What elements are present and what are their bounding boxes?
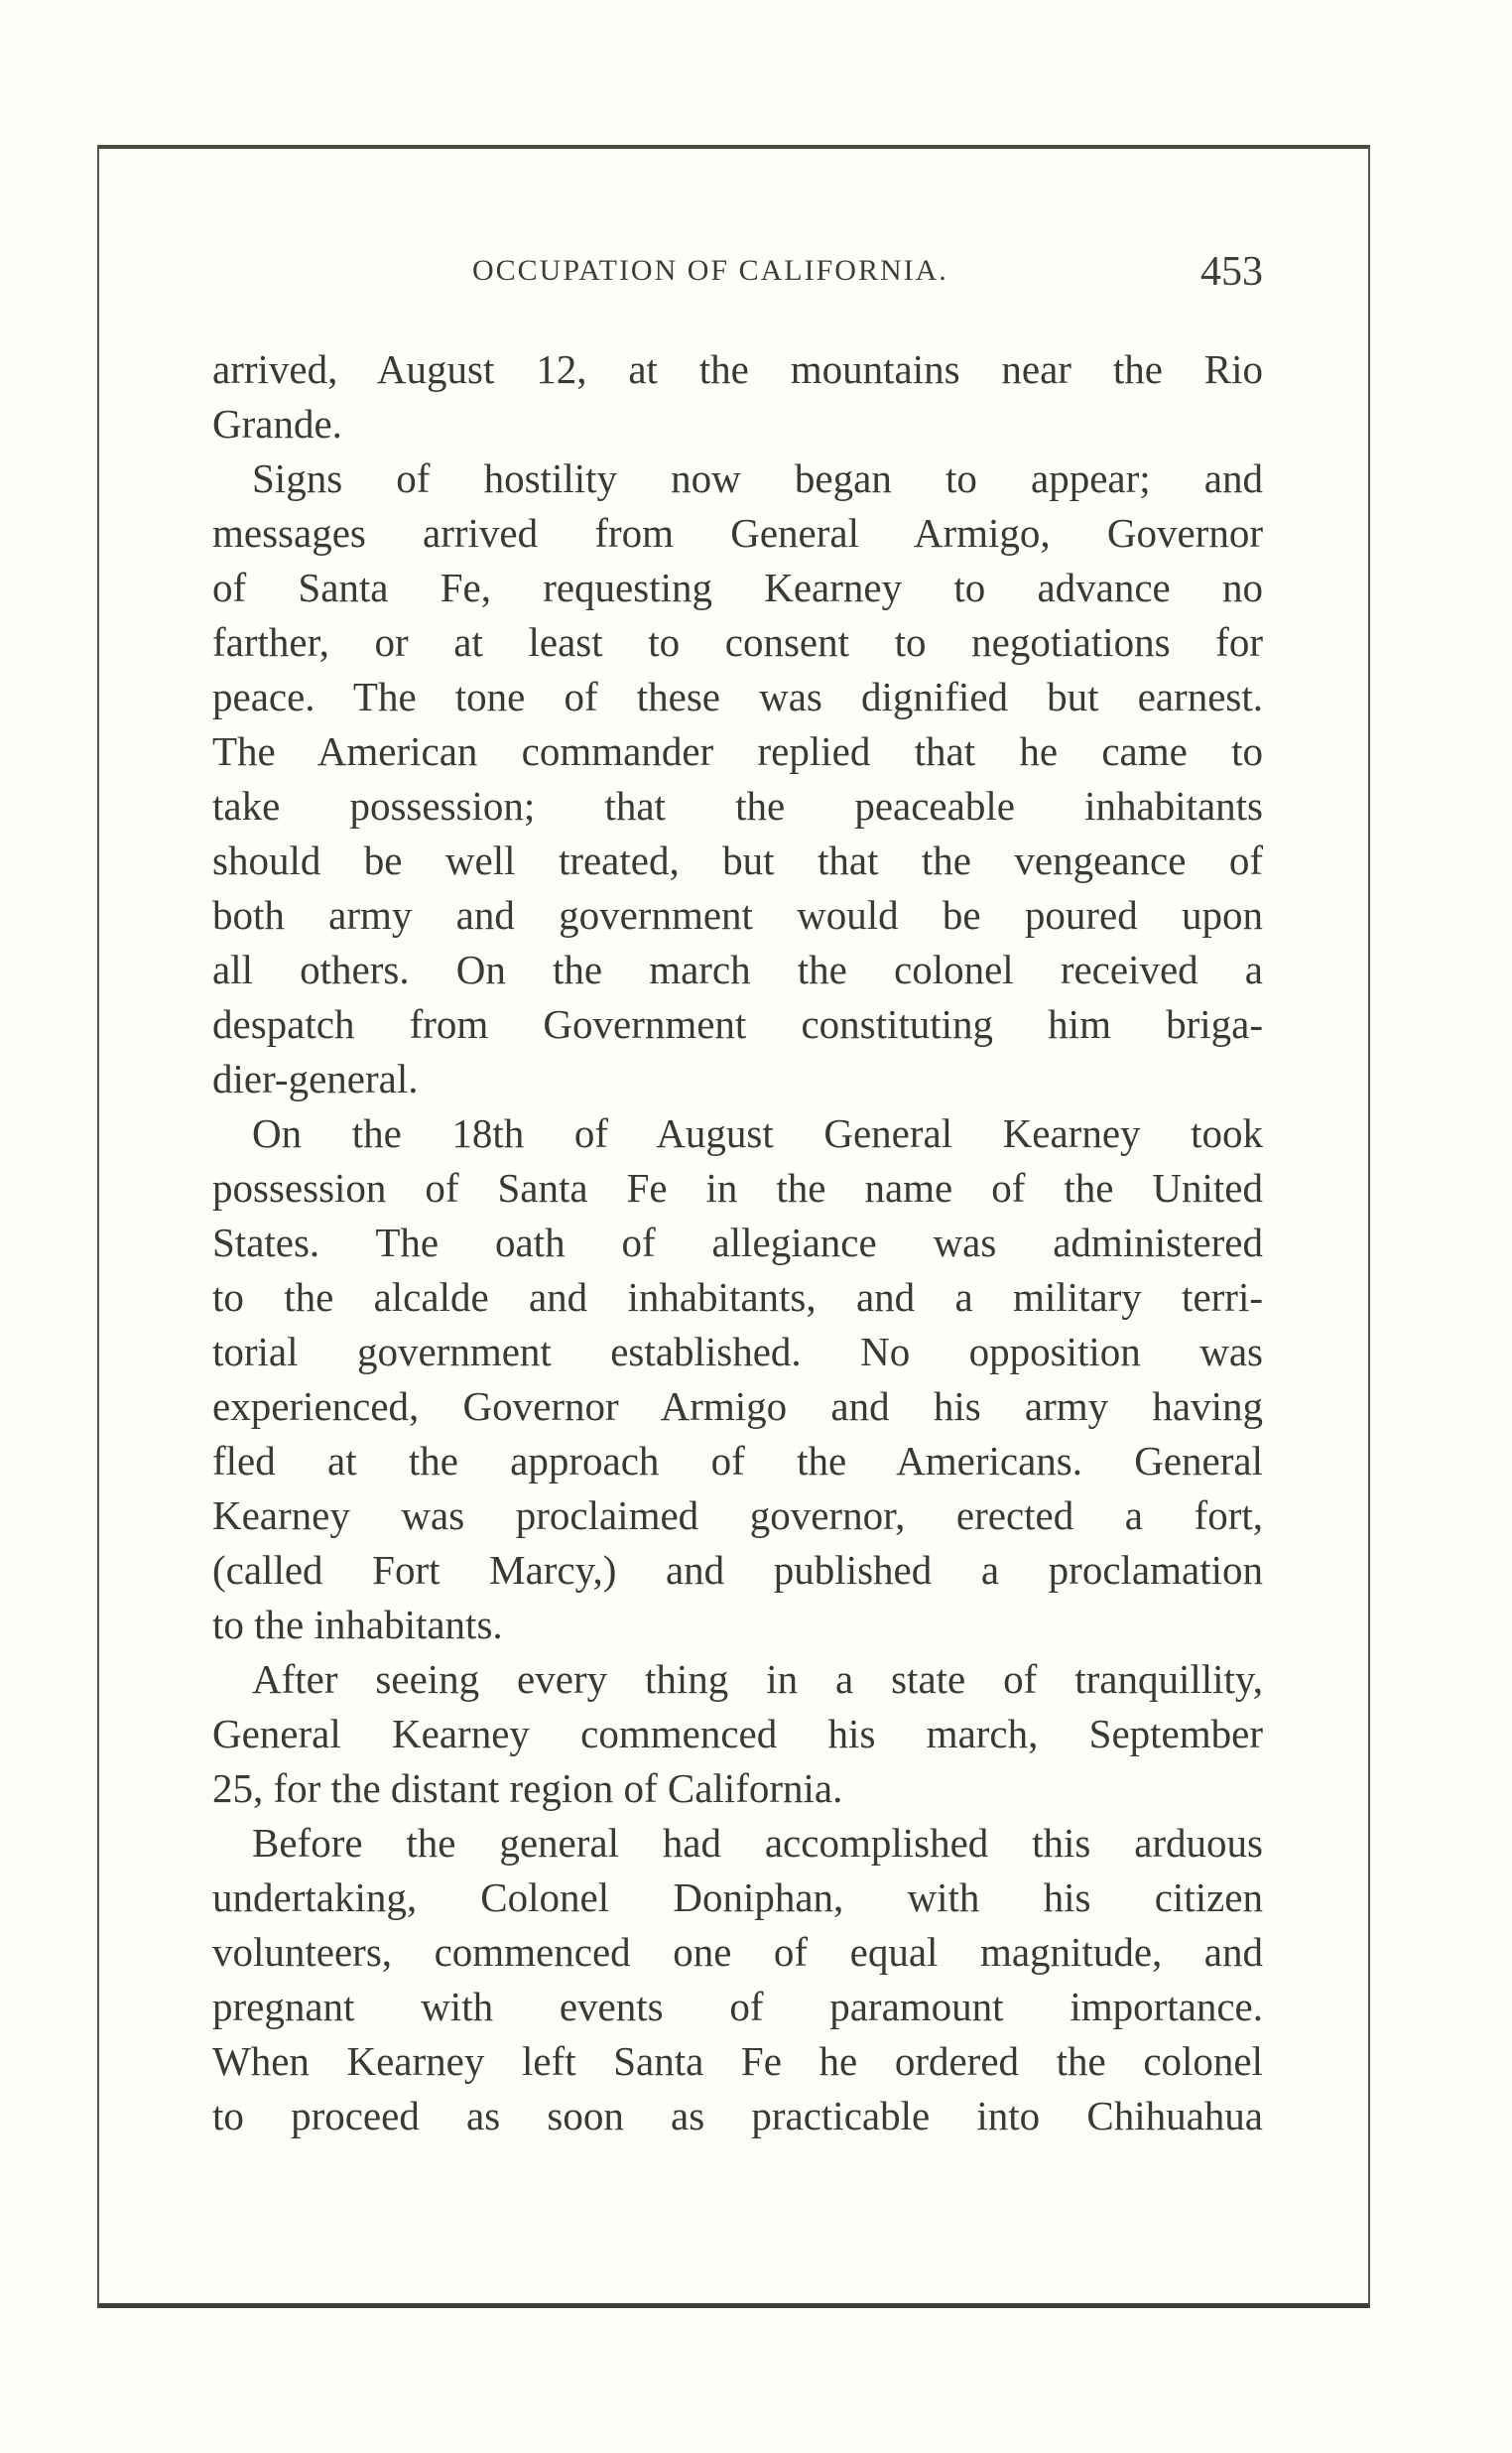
text-line: On the 18th of August General Kearney took [252, 1110, 1263, 1156]
text-line: Before the general had accomplished this arduous [252, 1820, 1263, 1866]
text-line: experienced, Governor Armigo and his army having [212, 1383, 1263, 1429]
text-line: farther, or at least to consent to negotiations for [212, 619, 1263, 665]
text-line: pregnant with events of paramount importance. [212, 1984, 1263, 2029]
text-line: Kearney was proclaimed governor, erected a fort, [212, 1492, 1263, 1538]
text-line: Grande. [212, 401, 342, 447]
text-line: fled at the approach of the Americans. General [212, 1438, 1263, 1484]
text-line: both army and government would be poured upon [212, 892, 1263, 938]
text-line: should be well treated, but that the vengeance of [212, 838, 1263, 883]
text-line: possession of Santa Fe in the name of the United [212, 1165, 1263, 1211]
paragraph [212, 452, 1263, 1106]
text-line: States. The oath of allegiance was administered [212, 1220, 1263, 1265]
text-line: volunteers, commenced one of equal magnitude, and [212, 1929, 1263, 1975]
body-text [212, 342, 1263, 2143]
text-line: arrived, August 12, at the mountains near the Rio [212, 346, 1263, 392]
text-line: despatch from Government constituting him briga- [212, 1001, 1263, 1047]
text-line: peace. The tone of these was dignified but earnest. [212, 674, 1263, 719]
text-line: to proceed as soon as practicable into Chihuahua [212, 2093, 1263, 2138]
text-line: all others. On the march the colonel received a [212, 947, 1263, 992]
text-line: undertaking, Colonel Doniphan, with his citizen [212, 1874, 1263, 1920]
paragraph [212, 1652, 1263, 1816]
paragraph [212, 1816, 1263, 2143]
text-line: General Kearney commenced his march, September [212, 1711, 1263, 1756]
text-line: The American commander replied that he came to [212, 728, 1263, 774]
text-line: (called Fort Marcy,) and published a proclamation [212, 1547, 1263, 1593]
text-line: torial government established. No opposition was [212, 1329, 1263, 1374]
text-line: dier-general. [212, 1056, 419, 1101]
running-title: OCCUPATION OF CALIFORNIA. [472, 254, 948, 287]
text-line: take possession; that the peaceable inhabitants [212, 783, 1263, 829]
text-line: to the inhabitants. [212, 1602, 503, 1647]
page-number: 453 [1200, 249, 1263, 295]
running-head [212, 248, 1263, 298]
text-line: 25, for the distant region of California. [212, 1765, 843, 1811]
text-line: After seeing every thing in a state of tranquillity, [252, 1656, 1263, 1702]
text-line: of Santa Fe, requesting Kearney to advance no [212, 565, 1263, 610]
text-line: to the alcalde and inhabitants, and a military terri- [212, 1274, 1263, 1320]
text-line: Signs of hostility now began to appear; and [252, 455, 1263, 501]
text-line: When Kearney left Santa Fe he ordered the colonel [212, 2038, 1263, 2084]
paragraph [212, 1106, 1263, 1652]
paragraph [212, 342, 1263, 452]
text-line: messages arrived from General Armigo, Governor [212, 510, 1263, 556]
